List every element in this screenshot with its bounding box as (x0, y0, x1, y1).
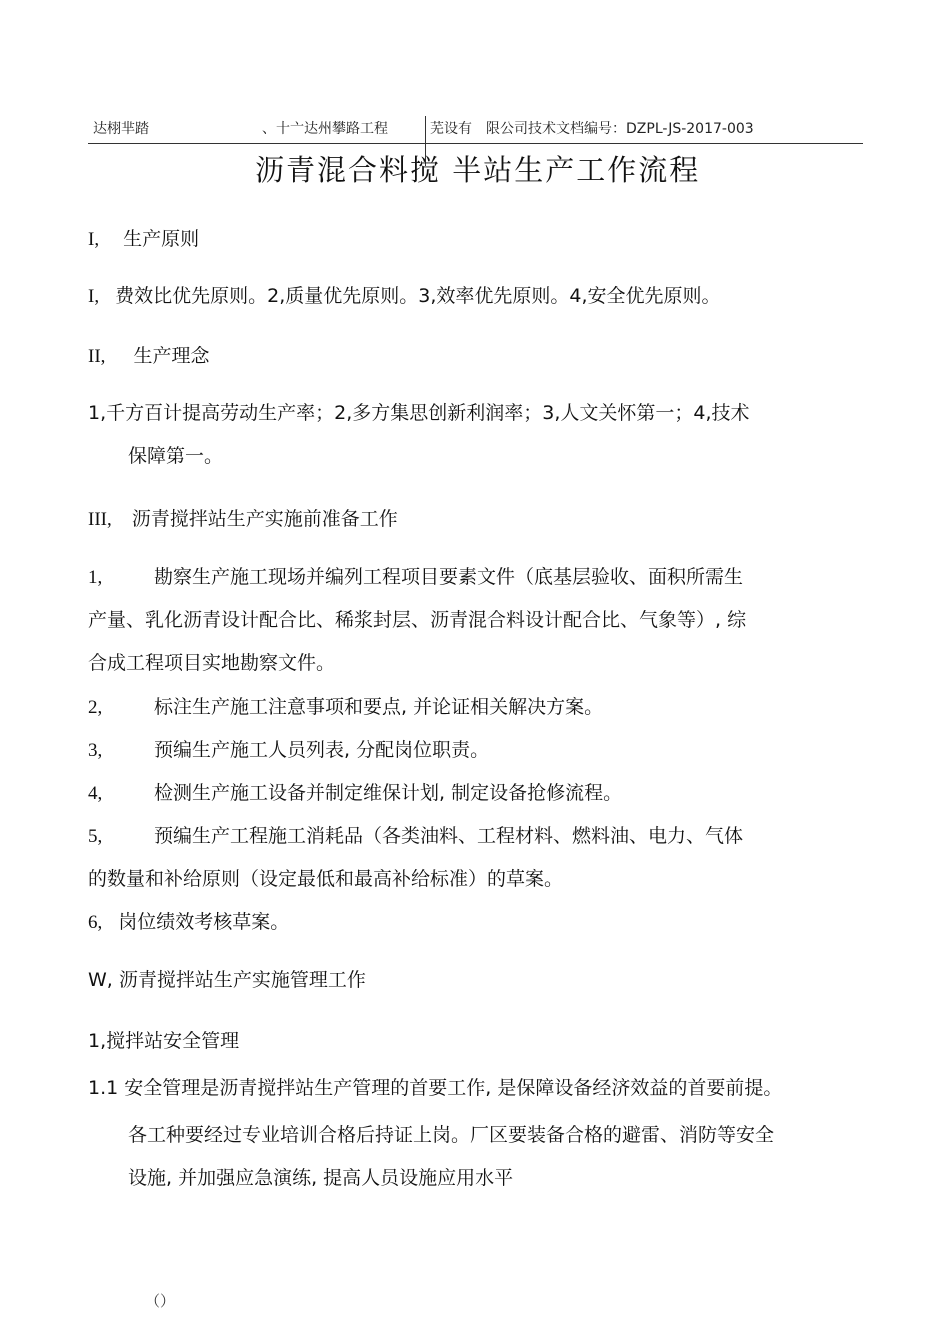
section-2-body-line-2: 保障第一。 (128, 445, 224, 467)
page-title: 沥青混合料搅 半站生产工作流程 (255, 153, 701, 187)
section-3-title: 沥青搅拌站生产实施前准备工作 (131, 508, 398, 530)
item-4-text: 检测生产施工设备并制定维保计划, 制定设备抢修流程。 (154, 782, 623, 804)
section-4-body-line-3: 设施, 并加强应急演练, 提高人员设施应用水平 (128, 1167, 514, 1189)
item-1-line-2: 产量、乳化沥青设计配合比、稀浆封层、沥青混合料设计配合比、气象等）, 综 (88, 609, 747, 631)
item-1-line-3: 合成工程项目实地勘察文件。 (88, 652, 336, 674)
section-1-body-number: I, (88, 286, 100, 307)
item-3-text: 预编生产施工人员列表, 分配岗位职责。 (154, 739, 490, 761)
item-2 (88, 692, 603, 719)
item-5-line-2: 的数量和补给原则（设定最低和最高补给标准）的草案。 (88, 868, 564, 890)
section-4-heading: W, 沥青搅拌站生产实施管理工作 (88, 969, 366, 991)
item-6 (88, 907, 289, 934)
header-right: 芜设有 限公司技术文档编号：DZPL-JS-2017-003 (430, 121, 754, 137)
section-4-subheading: 1,搅拌站安全管理 (88, 1030, 240, 1052)
section-3-number: III, (88, 509, 112, 530)
item-5-line-1 (88, 821, 743, 848)
section-1-body-text: 费效比优先原则。2,质量优先原则。3,效率优先原则。4,安全优先原则。 (115, 285, 721, 307)
item-3-number: 3, (88, 740, 103, 761)
section-1-number: I, (88, 229, 100, 250)
section-3-heading (88, 504, 398, 531)
section-4-body-line-2: 各工种要经过专业培训合格后持证上岗。厂区要装备合格的避雷、消防等安全 (128, 1124, 775, 1146)
item-5-number: 5, (88, 826, 103, 847)
section-4-body-line-1: 1.1 安全管理是沥青搅拌站生产管理的首要工作, 是保障设备经济效益的首要前提。 (88, 1077, 783, 1099)
item-2-number: 2, (88, 697, 103, 718)
item-1-number: 1, (88, 567, 103, 588)
item-6-number: 6, (88, 912, 103, 933)
item-5-text: 预编生产工程施工消耗品（各类油料、工程材料、燃料油、电力、气体 (154, 825, 744, 847)
item-3 (88, 735, 489, 762)
header-middle: 、十亠达州攀路工程 (262, 121, 388, 137)
page-footer: （） (145, 1292, 176, 1310)
section-2-title: 生产理念 (133, 345, 210, 367)
section-1-heading (88, 224, 199, 251)
section-2-number: II, (88, 346, 106, 367)
item-1-text: 勘察生产施工现场并编列工程项目要素文件（底基层验收、面积所需生 (154, 566, 744, 588)
section-2-body-line-1: 1,千方百计提高劳动生产率；2,多方集思创新利润率；3,人文关怀第一；4,技术 (88, 402, 750, 424)
header-left: 达栩芈踏 (93, 121, 149, 137)
section-1-body (88, 281, 721, 308)
title-clip (0, 144, 950, 187)
section-1-title: 生产原则 (123, 228, 200, 250)
item-6-text: 岗位绩效考核草案。 (118, 911, 290, 933)
item-2-text: 标注生产施工注意事项和要点, 并论证相关解决方案。 (154, 696, 604, 718)
item-1-line-1 (88, 562, 743, 589)
item-4 (88, 778, 622, 805)
item-4-number: 4, (88, 783, 103, 804)
section-2-heading (88, 341, 209, 368)
